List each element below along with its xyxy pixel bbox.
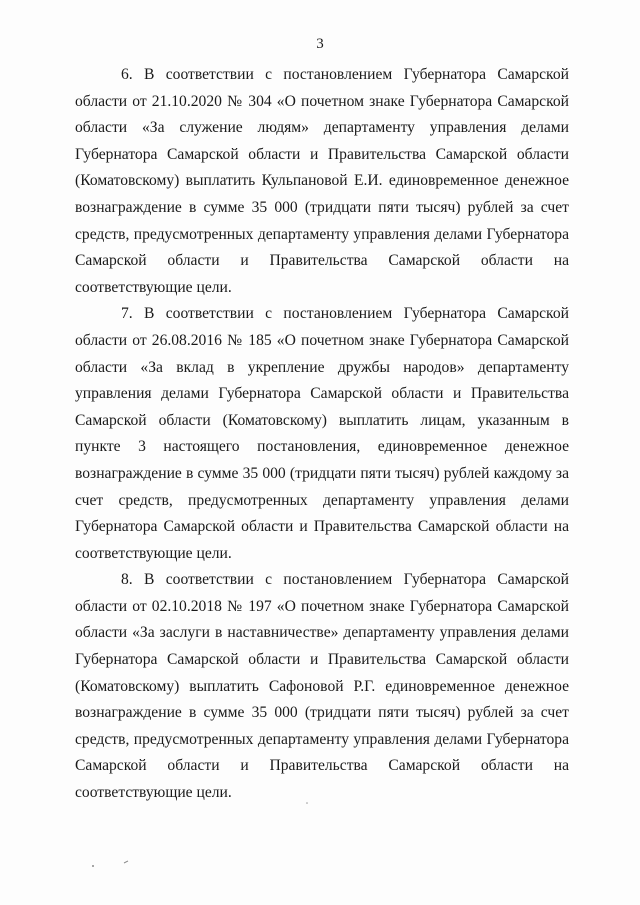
scan-speck bbox=[92, 865, 94, 867]
paragraph-6: 6. В соответствии с постановлением Губернатора Самарской области от 21.10.2020 № 304 «О почетном знаке Губернатора Самарской области «За служение людям» департаменту управления делами Губернатора Самарской области и Правительства Самарской области (Коматовскому) выплатить Кульпановой Е.И. единовременное денежное вознаграждение в сумме 35 000 (тридцати пяти тысяч) рублей за счет средств, предусмотренных департаменту управления делами Губернатора Самарской области и Правительства Самарской области на соответствующие цели. bbox=[75, 66, 569, 296]
paragraph-8: 8. В соответствии с постановлением Губернатора Самарской области от 02.10.2018 № 197 «О почетном знаке Губернатора Самарской области «За заслуги в наставничестве» департаменту управления делами Губернатора Самарской области и Правительства Самарской области (Коматовскому) выплатить Сафоновой Р.Г. единовременное денежное вознаграждение в сумме 35 000 (тридцати пяти тысяч) рублей за счет средств, предусмотренных департаменту управления делами Губернатора Самарской области и Правительства Самарской области на соответствующие цели. bbox=[75, 571, 569, 802]
paragraph-7: 7. В соответствии с постановлением Губернатора Самарской области от 26.08.2016 № 185 «О почетном знаке Губернатора Самарской области «За вклад в укрепление дружбы народов» департаменту управления делами Губернатора Самарской области и Правительства Самарской области (Коматовскому) выплатить лицам, указанным в пункте 3 настоящего постановления, единовременное денежное вознаграждение в сумме 35 000 (тридцати пяти тысяч) рублей каждому за счет средств, предусмотренных департаменту управления делами Губернатора Самарской области и Правительства Самарской области на соответствующие цели. bbox=[75, 305, 569, 562]
document-body bbox=[75, 62, 569, 807]
page-number: 3 bbox=[316, 36, 324, 52]
scan-speck bbox=[124, 861, 128, 863]
